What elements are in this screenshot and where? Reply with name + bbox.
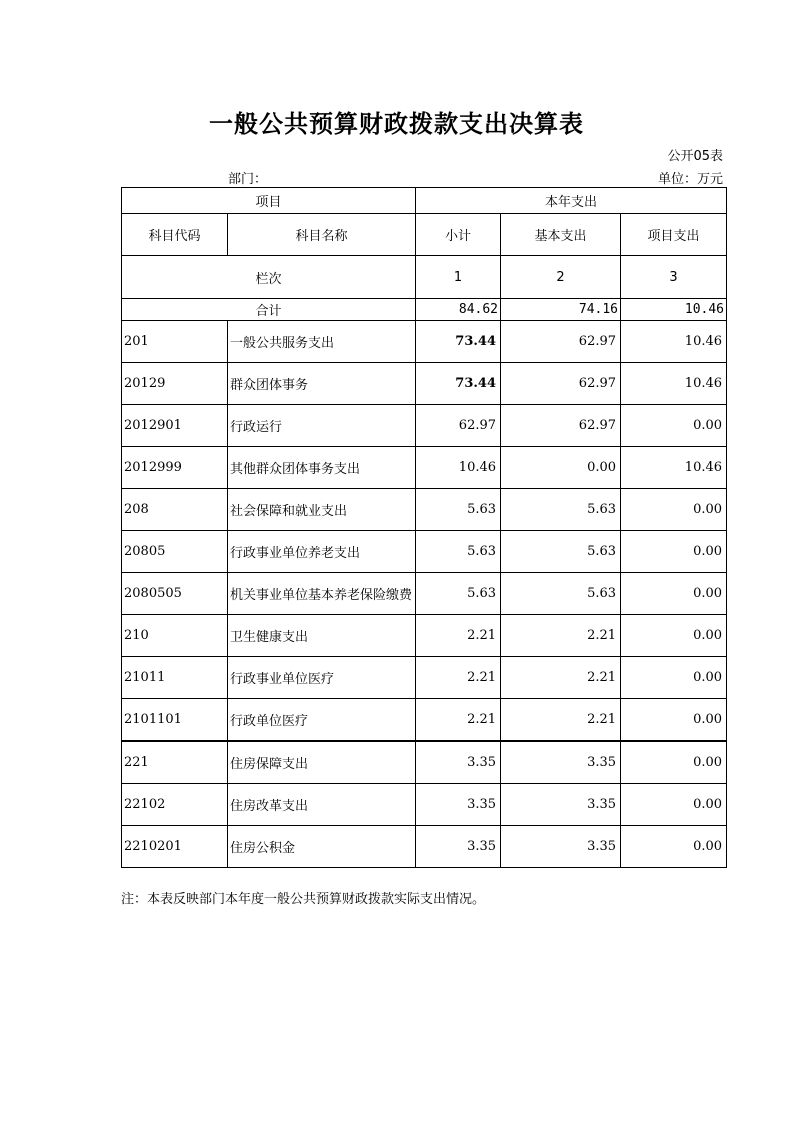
row-subtotal: 5.63 <box>416 489 501 531</box>
row-item: 0.00 <box>621 826 727 868</box>
table-row <box>122 447 727 489</box>
row-code: 2210201 <box>122 826 228 868</box>
row-basic: 2.21 <box>501 657 621 699</box>
row-name: 机关事业单位基本养老保险缴费 <box>228 573 416 615</box>
row-subtotal: 5.63 <box>416 531 501 573</box>
row-code: 2012999 <box>122 447 228 489</box>
row-basic: 2.21 <box>501 615 621 657</box>
row-subtotal: 2.21 <box>416 615 501 657</box>
row-subtotal: 73.44 <box>416 321 501 363</box>
row-code: 2080505 <box>122 573 228 615</box>
row-subtotal: 3.35 <box>416 826 501 868</box>
row-code: 20805 <box>122 531 228 573</box>
table-row <box>122 405 727 447</box>
index-1: 1 <box>416 256 501 299</box>
row-basic: 3.35 <box>501 826 621 868</box>
row-basic: 2.21 <box>501 699 621 742</box>
form-number: 公开05表 <box>667 149 723 164</box>
row-name: 行政事业单位医疗 <box>228 657 416 699</box>
total-label: 合计 <box>122 299 416 321</box>
row-basic: 62.97 <box>501 321 621 363</box>
row-item: 0.00 <box>621 657 727 699</box>
page-title: 一般公共预算财政拨款支出决算表 <box>209 110 584 138</box>
row-subtotal: 3.35 <box>416 784 501 826</box>
row-name: 住房改革支出 <box>228 784 416 826</box>
row-item: 10.46 <box>621 447 727 489</box>
row-name: 社会保障和就业支出 <box>228 489 416 531</box>
row-subtotal: 62.97 <box>416 405 501 447</box>
row-subtotal: 2.21 <box>416 657 501 699</box>
row-item: 0.00 <box>621 699 727 742</box>
index-label: 栏次 <box>122 256 416 299</box>
row-code: 20129 <box>122 363 228 405</box>
table-row <box>122 657 727 699</box>
index-row <box>122 256 727 299</box>
row-basic: 62.97 <box>501 405 621 447</box>
row-subtotal: 2.21 <box>416 699 501 742</box>
header-name: 科目名称 <box>228 214 416 256</box>
row-name: 行政单位医疗 <box>228 699 416 742</box>
table-row <box>122 531 727 573</box>
header-row-1 <box>122 188 727 214</box>
department-label: 部门： <box>228 172 268 187</box>
row-subtotal: 73.44 <box>416 363 501 405</box>
header-project: 项目 <box>122 188 416 214</box>
row-code: 2101101 <box>122 699 228 742</box>
table-row <box>122 363 727 405</box>
table-row <box>122 784 727 826</box>
header-basic: 基本支出 <box>501 214 621 256</box>
row-name: 一般公共服务支出 <box>228 321 416 363</box>
index-3: 3 <box>621 256 727 299</box>
row-code: 210 <box>122 615 228 657</box>
row-basic: 5.63 <box>501 489 621 531</box>
table-row <box>122 489 727 531</box>
row-subtotal: 3.35 <box>416 741 501 784</box>
table-row <box>122 615 727 657</box>
table-row <box>122 321 727 363</box>
row-name: 群众团体事务 <box>228 363 416 405</box>
header-code: 科目代码 <box>122 214 228 256</box>
row-name: 住房保障支出 <box>228 741 416 784</box>
table-row <box>122 699 727 742</box>
row-item: 0.00 <box>621 784 727 826</box>
row-subtotal: 10.46 <box>416 447 501 489</box>
header-row-2 <box>122 214 727 256</box>
header-subtotal: 小计 <box>416 214 501 256</box>
row-code: 21011 <box>122 657 228 699</box>
expenditure-table <box>121 187 727 868</box>
row-code: 201 <box>122 321 228 363</box>
row-item: 0.00 <box>621 573 727 615</box>
row-item: 10.46 <box>621 363 727 405</box>
row-subtotal: 5.63 <box>416 573 501 615</box>
row-basic: 5.63 <box>501 531 621 573</box>
row-basic: 3.35 <box>501 741 621 784</box>
row-item: 0.00 <box>621 615 727 657</box>
row-code: 2012901 <box>122 405 228 447</box>
total-subtotal: 84.62 <box>416 299 501 321</box>
row-name: 其他群众团体事务支出 <box>228 447 416 489</box>
row-code: 208 <box>122 489 228 531</box>
row-code: 221 <box>122 741 228 784</box>
index-2: 2 <box>501 256 621 299</box>
total-item: 10.46 <box>621 299 727 321</box>
row-name: 住房公积金 <box>228 826 416 868</box>
row-basic: 0.00 <box>501 447 621 489</box>
table-row <box>122 573 727 615</box>
row-item: 0.00 <box>621 405 727 447</box>
row-item: 10.46 <box>621 321 727 363</box>
footnote: 注：本表反映部门本年度一般公共预算财政拨款实际支出情况。 <box>121 892 486 907</box>
row-basic: 5.63 <box>501 573 621 615</box>
total-row <box>122 299 727 321</box>
row-name: 卫生健康支出 <box>228 615 416 657</box>
table-row <box>122 826 727 868</box>
row-item: 0.00 <box>621 531 727 573</box>
table-row <box>122 741 727 784</box>
row-code: 22102 <box>122 784 228 826</box>
total-basic: 74.16 <box>501 299 621 321</box>
header-current-year: 本年支出 <box>416 188 727 214</box>
header-item: 项目支出 <box>621 214 727 256</box>
row-item: 0.00 <box>621 489 727 531</box>
unit-label: 单位：万元 <box>657 172 723 187</box>
row-basic: 62.97 <box>501 363 621 405</box>
row-name: 行政运行 <box>228 405 416 447</box>
row-name: 行政事业单位养老支出 <box>228 531 416 573</box>
row-basic: 3.35 <box>501 784 621 826</box>
row-item: 0.00 <box>621 741 727 784</box>
